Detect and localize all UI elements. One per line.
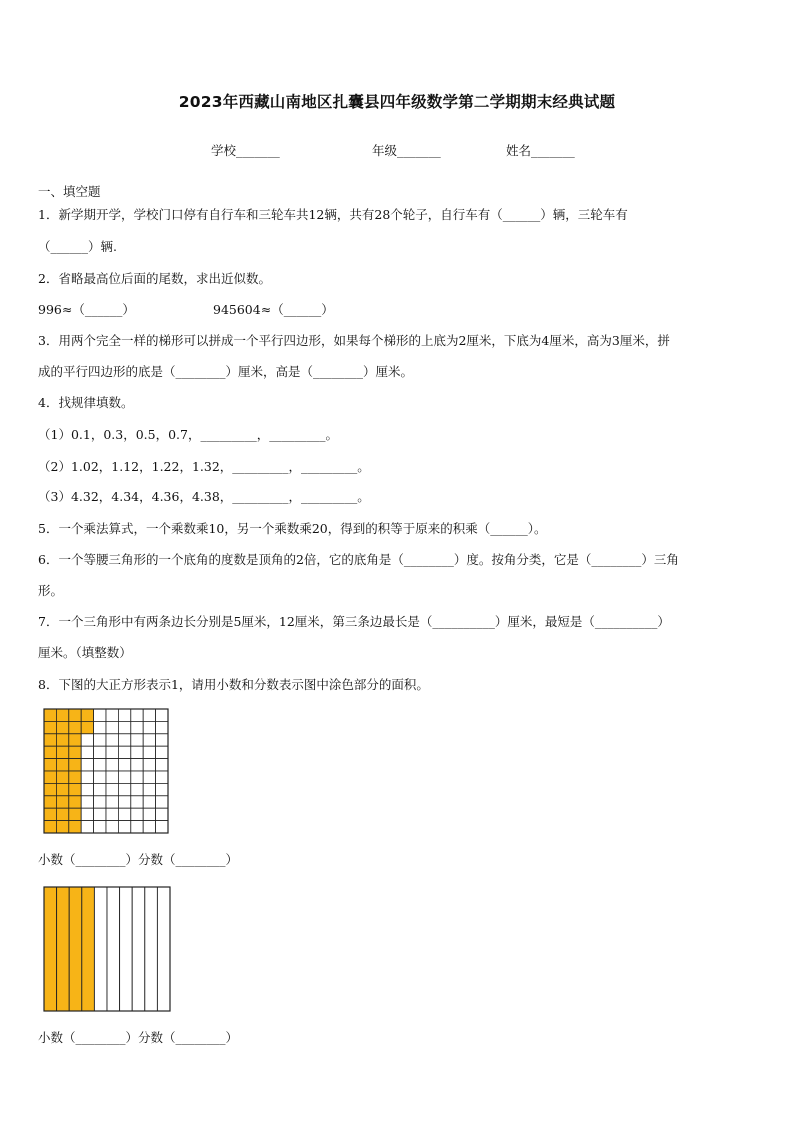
grid-cell [118, 746, 130, 758]
grid-cell [156, 821, 168, 833]
question-7-line-1: 7．一个三角形中有两条边长分别是5厘米，12厘米，第三条边最长是（__________）厘米，最短是（__________） [38, 614, 670, 629]
grid-cell-shaded [44, 796, 56, 808]
question-4-sequence-2: （2）1.02，1.12，1.22，1.32，_________，_________。 [38, 459, 370, 474]
grid-cell [131, 771, 143, 783]
grid-cell [118, 796, 130, 808]
grid-cell [118, 721, 130, 733]
grid-cell [106, 771, 118, 783]
grid-cell [131, 808, 143, 820]
strip [94, 887, 107, 1011]
grid-cell-shaded [69, 783, 81, 795]
grid-cell-shaded [44, 783, 56, 795]
grid-cell-shaded [44, 721, 56, 733]
grid-cell [118, 783, 130, 795]
strip [107, 887, 120, 1011]
grid-cell [81, 734, 93, 746]
grid-cell [156, 746, 168, 758]
grid-cell [81, 746, 93, 758]
grid-cell [156, 796, 168, 808]
grid-cell-shaded [81, 709, 93, 721]
grid-cell [143, 759, 155, 771]
grid-cell-shaded [56, 746, 68, 758]
strip-shaded [69, 887, 82, 1011]
grid-cell [106, 783, 118, 795]
grid-cell [118, 734, 130, 746]
grid-cell [143, 796, 155, 808]
grid-cell-shaded [69, 709, 81, 721]
question-3-line-2: 成的平行四边形的底是（________）厘米，高是（________）厘米。 [38, 364, 414, 379]
hundred-grid-figure [43, 708, 169, 838]
grid-cell [131, 783, 143, 795]
grid-cell [81, 821, 93, 833]
grid-cell [143, 821, 155, 833]
grid-cell [156, 721, 168, 733]
grid-cell [94, 709, 106, 721]
grid-cell [156, 771, 168, 783]
grid-cell-shaded [44, 808, 56, 820]
page-title: 2023年西藏山南地区扎囊县四年级数学第二学期期末经典试题 [178, 93, 616, 111]
grid-cell-shaded [44, 771, 56, 783]
grid-cell [106, 746, 118, 758]
question-1-line-1: 1．新学期开学，学校门口停有自行车和三轮车共12辆，共有28个轮子，自行车有（______）辆，三轮车有 [38, 207, 628, 222]
question-4-sequence-3: （3）4.32，4.34，4.36，4.38，_________，_________。 [38, 489, 370, 504]
grid-cell [131, 746, 143, 758]
strip-shaded [57, 887, 70, 1011]
grid-cell [131, 721, 143, 733]
grid-cell-shaded [81, 721, 93, 733]
grade-field[interactable]: 年级_______ [372, 143, 441, 158]
question-8-answer-2: 小数（________）分数（________） [38, 1030, 239, 1045]
strip [157, 887, 170, 1011]
grid-cell [94, 721, 106, 733]
grid-cell-shaded [69, 759, 81, 771]
grid-cell [118, 808, 130, 820]
grid-cell [143, 734, 155, 746]
question-2-part-a: 996≈（______） [38, 302, 135, 317]
grid-cell [106, 721, 118, 733]
grid-cell-shaded [56, 709, 68, 721]
grid-cell [118, 709, 130, 721]
grid-cell-shaded [69, 808, 81, 820]
question-4-prompt: 4．找规律填数。 [38, 395, 134, 410]
grid-cell-shaded [56, 734, 68, 746]
strip-square-figure [43, 886, 173, 1018]
grid-cell-shaded [56, 808, 68, 820]
grid-cell [106, 821, 118, 833]
grid-cell-shaded [69, 746, 81, 758]
grid-cell [118, 771, 130, 783]
question-2-part-b: 945604≈（______） [213, 302, 334, 317]
grid-cell [143, 746, 155, 758]
grid-cell-shaded [44, 709, 56, 721]
grid-cell [94, 821, 106, 833]
grid-cell [143, 808, 155, 820]
grid-cell-shaded [69, 771, 81, 783]
grid-cell [156, 759, 168, 771]
question-8-answer-1: 小数（________）分数（________） [38, 852, 239, 867]
grid-cell [81, 771, 93, 783]
grid-cell [106, 796, 118, 808]
question-5-line-1: 5．一个乘法算式，一个乘数乘10，另一个乘数乘20，得到的积等于原来的积乘（______）。 [38, 521, 547, 536]
grid-cell-shaded [69, 734, 81, 746]
grid-cell [94, 796, 106, 808]
grid-cell [131, 796, 143, 808]
grid-cell [131, 759, 143, 771]
strip [145, 887, 158, 1011]
question-7-line-2: 厘米。（填整数） [38, 645, 132, 660]
grid-cell [118, 759, 130, 771]
grid-cell [81, 783, 93, 795]
section-heading: 一、填空题 [38, 184, 101, 199]
grid-cell [143, 721, 155, 733]
grid-cell-shaded [69, 721, 81, 733]
grid-cell [81, 759, 93, 771]
grid-cell [81, 808, 93, 820]
hundred-grid-svg [43, 708, 169, 834]
grid-cell [94, 771, 106, 783]
question-4-sequence-1: （1）0.1，0.3，0.5，0.7，_________，_________。 [38, 427, 338, 442]
grid-cell [143, 709, 155, 721]
grid-cell [143, 771, 155, 783]
grid-cell [94, 783, 106, 795]
grid-cell [131, 821, 143, 833]
grid-cell [106, 759, 118, 771]
strip-shaded [82, 887, 95, 1011]
strip [120, 887, 133, 1011]
strip [132, 887, 145, 1011]
grid-cell [118, 821, 130, 833]
grid-cell-shaded [56, 783, 68, 795]
grid-cell-shaded [56, 771, 68, 783]
question-8-prompt: 8．下图的大正方形表示1，请用小数和分数表示图中涂色部分的面积。 [38, 677, 429, 692]
school-field[interactable]: 学校_______ [211, 143, 280, 158]
grid-cell [156, 734, 168, 746]
grid-cell [94, 808, 106, 820]
question-6-line-2: 形。 [38, 583, 64, 598]
grid-cell-shaded [44, 821, 56, 833]
question-1-line-2: （______）辆. [38, 239, 117, 254]
grid-cell [81, 796, 93, 808]
grid-cell [94, 734, 106, 746]
grid-cell [131, 709, 143, 721]
grid-cell-shaded [56, 821, 68, 833]
grid-cell [156, 808, 168, 820]
grid-cell [106, 808, 118, 820]
grid-cell [156, 709, 168, 721]
strip-square-svg [43, 886, 173, 1014]
grid-cell [156, 783, 168, 795]
grid-cell-shaded [69, 821, 81, 833]
grid-cell [131, 734, 143, 746]
grid-cell-shaded [56, 759, 68, 771]
grid-cell [106, 709, 118, 721]
name-field[interactable]: 姓名_______ [506, 143, 575, 158]
grid-cell-shaded [44, 759, 56, 771]
grid-cell [106, 734, 118, 746]
grid-cell [94, 746, 106, 758]
question-2-prompt: 2．省略最高位后面的尾数，求出近似数。 [38, 271, 271, 286]
grid-cell-shaded [69, 796, 81, 808]
grid-cell-shaded [44, 746, 56, 758]
question-6-line-1: 6．一个等腰三角形的一个底角的度数是顶角的2倍，它的底角是（________）度。按角分类，它是（________）三角 [38, 552, 679, 567]
grid-cell-shaded [44, 734, 56, 746]
strip-shaded [44, 887, 57, 1011]
grid-cell-shaded [56, 721, 68, 733]
grid-cell-shaded [56, 796, 68, 808]
question-3-line-1: 3．用两个完全一样的梯形可以拼成一个平行四边形，如果每个梯形的上底为2厘米，下底为4厘米，高为3厘米，拼 [38, 333, 670, 348]
grid-cell [143, 783, 155, 795]
grid-cell [94, 759, 106, 771]
